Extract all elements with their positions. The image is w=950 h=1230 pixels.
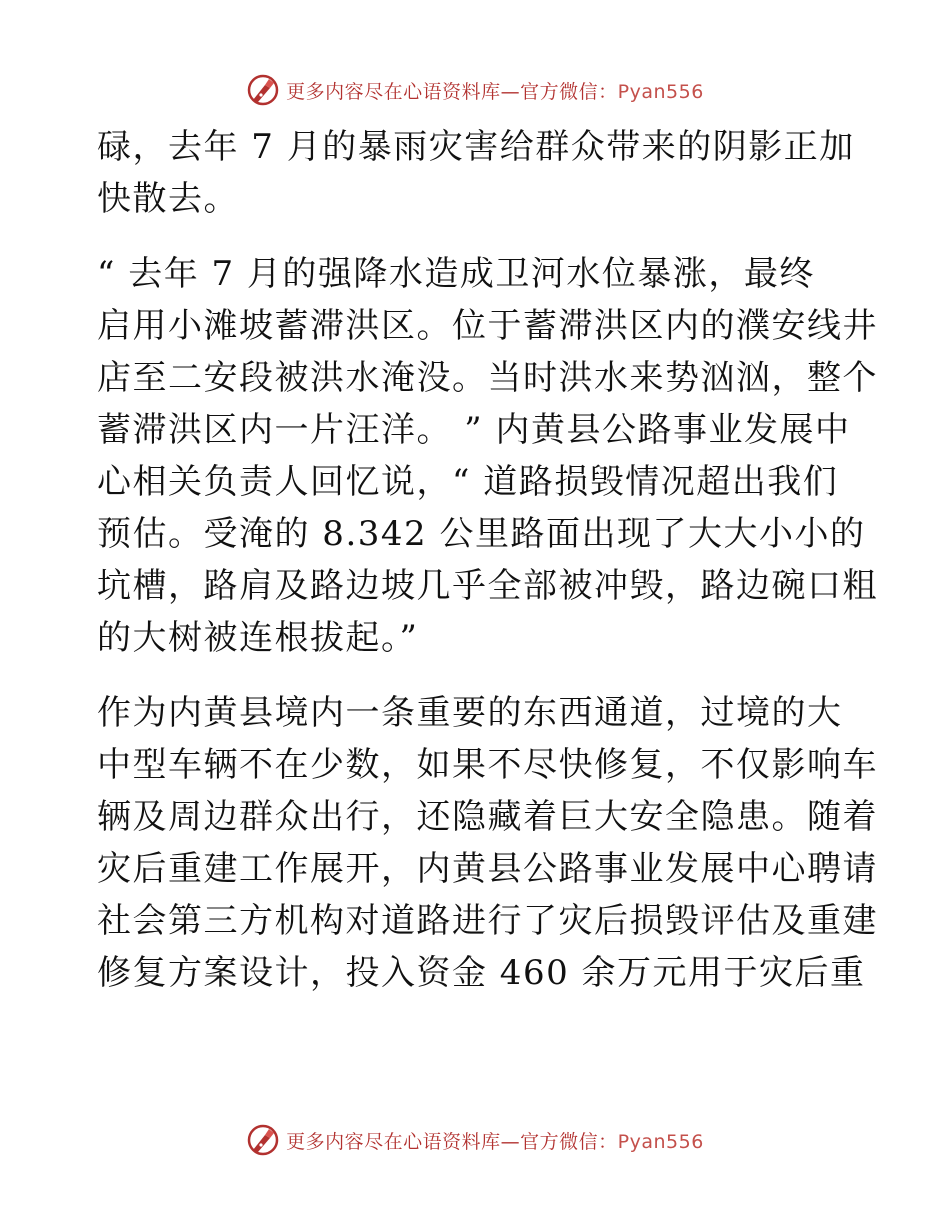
document-body <box>97 121 878 999</box>
paragraph-3 <box>97 687 878 999</box>
text-line: 的大树被连根拔起。” <box>97 618 419 658</box>
text-line: “ 去年 7 月的强降水造成卫河水位暴涨，最终 <box>97 254 815 294</box>
text-line: 蓄滞洪区内一片汪洋。 ” 内黄县公路事业发展中 <box>97 410 851 450</box>
text-line: 碌，去年 7 月的暴雨灾害给群众带来的阴影正加 <box>97 127 855 167</box>
pen-nib-logo-icon <box>246 1123 280 1157</box>
text-line: 预估。受淹的 8.342 公里路面出现了大大小小的 <box>97 514 866 554</box>
pen-nib-logo-icon <box>246 73 280 107</box>
footer-banner-label: 更多内容尽在心语资料库—官方微信： <box>286 1130 618 1153</box>
paragraph-1 <box>97 121 857 225</box>
header-banner <box>0 70 950 110</box>
text-line: 坑槽，路肩及路边坡几乎全部被冲毁，路边碗口粗 <box>97 566 878 606</box>
text-line: 店至二安段被洪水淹没。当时洪水来势汹汹，整个 <box>97 358 878 398</box>
text-line: 快散去。 <box>97 179 239 219</box>
footer-banner-text <box>286 1127 704 1154</box>
text-line: 修复方案设计，投入资金 460 余万元用于灾后重 <box>97 953 866 993</box>
paragraph-2 <box>97 248 878 664</box>
text-line: 作为内黄县境内一条重要的东西通道，过境的大 <box>97 693 843 733</box>
text-line: 启用小滩坡蓄滞洪区。位于蓄滞洪区内的濮安线井 <box>97 306 878 346</box>
header-banner-text <box>286 77 704 104</box>
text-line: 辆及周边群众出行，还隐藏着巨大安全隐患。随着 <box>97 797 878 837</box>
header-banner-label: 更多内容尽在心语资料库—官方微信： <box>286 80 618 103</box>
text-line: 中型车辆不在少数，如果不尽快修复，不仅影响车 <box>97 745 878 785</box>
footer-banner <box>0 1120 950 1160</box>
text-line: 灾后重建工作展开，内黄县公路事业发展中心聘请 <box>97 849 878 889</box>
text-line: 心相关负责人回忆说，“ 道路损毁情况超出我们 <box>97 462 839 502</box>
footer-wechat-id: Pyan556 <box>617 1130 704 1153</box>
header-wechat-id: Pyan556 <box>617 80 704 103</box>
text-line: 社会第三方机构对道路进行了灾后损毁评估及重建 <box>97 901 878 941</box>
